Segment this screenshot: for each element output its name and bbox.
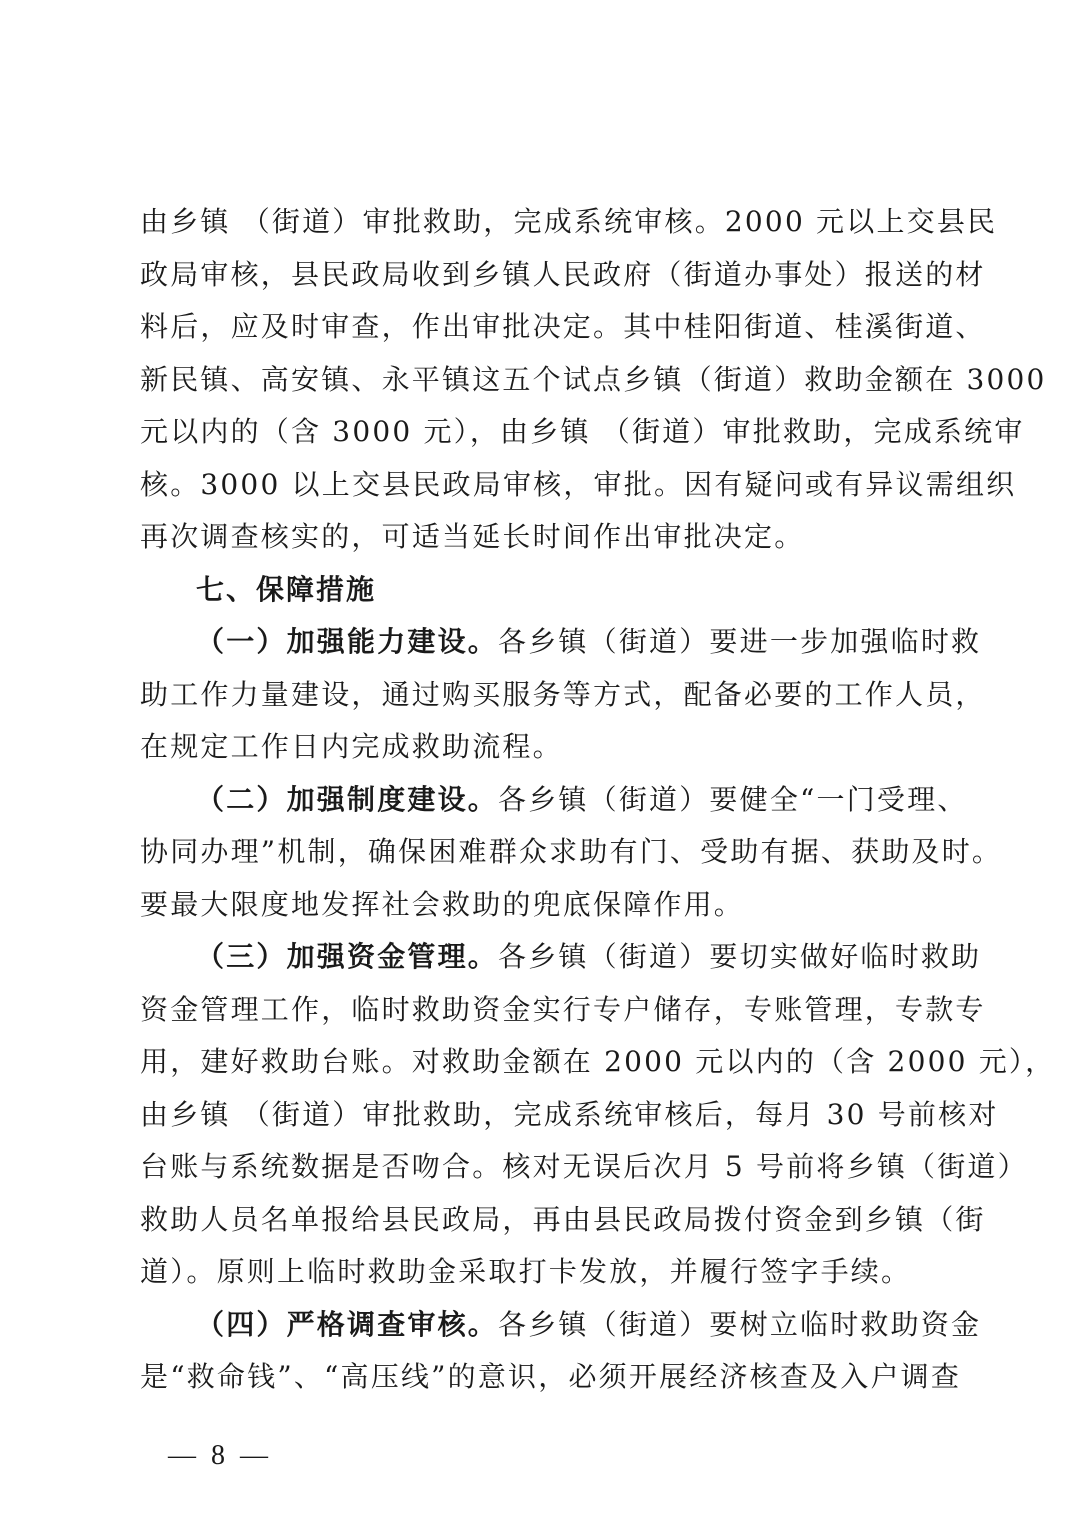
paragraph-line: 助工作力量建设，通过购买服务等方式，配备必要的工作人员，	[140, 677, 986, 711]
paragraph-line: 用，建好救助台账。对救助金额在 2000 元以内的（含 2000 元），	[140, 1045, 1056, 1078]
measure-title: （三）加强资金管理。	[196, 940, 499, 973]
paragraph-line: 核。3000 以上交县民政局审核，审批。因有疑问或有异议需组织	[140, 467, 1017, 501]
paragraph-line: 是“救命钱”、“高压线”的意识，必须开展经济核查及入户调查	[140, 1360, 962, 1393]
measure-title: （二）加强制度建设。	[196, 782, 499, 816]
measure-first-line	[140, 774, 968, 827]
measure-text: 各乡镇（街道）要切实做好临时救助	[498, 940, 982, 973]
paragraph-line: 由乡镇 （街道）审批救助，完成系统审核后，每月 30 号前核对	[140, 1097, 999, 1131]
measure-title: （四）严格调查审核。	[196, 1307, 499, 1341]
measure-text: 各乡镇（街道）要进一步加强临时救	[498, 625, 982, 658]
page-number: — 8 —	[168, 1440, 272, 1471]
paragraph-line: 元以内的（含 3000 元），由乡镇 （街道）审批救助，完成系统审	[140, 415, 1025, 448]
measure-first-line	[140, 931, 982, 984]
paragraph-line: 政局审核，县民政局收到乡镇人民政府（街道办事处）报送的材	[140, 257, 986, 291]
paragraph-line: 新民镇、高安镇、永平镇这五个试点乡镇（街道）救助金额在 3000	[140, 362, 1047, 396]
measure-first-line	[140, 616, 982, 669]
paragraph-line: 资金管理工作，临时救助资金实行专户储存，专账管理，专款专	[140, 992, 986, 1026]
paragraph-line: 在规定工作日内完成救助流程。	[140, 730, 563, 763]
paragraph-line: 再次调查核实的，可适当延长时间作出审批决定。	[140, 520, 805, 553]
paragraph-line: 要最大限度地发挥社会救助的兜底保障作用。	[140, 887, 745, 921]
paragraph-line: 由乡镇 （街道）审批救助，完成系统审核。2000 元以上交县民	[140, 205, 998, 238]
document-body	[140, 196, 1056, 1404]
paragraph-line: 台账与系统数据是否吻合。核对无误后次月 5 号前将乡镇（街道）	[140, 1150, 1028, 1183]
paragraph-line: 道）。原则上临时救助金采取打卡发放，并履行签字手续。	[140, 1255, 912, 1288]
paragraph-line: 救助人员名单报给县民政局，再由县民政局拨付资金到乡镇（街	[140, 1202, 986, 1236]
paragraph-line: 料后，应及时审查，作出审批决定。其中桂阳街道、桂溪街道、	[140, 310, 986, 343]
measure-text: 各乡镇（街道）要树立临时救助资金	[498, 1307, 982, 1341]
section-heading: 七、保障措施	[196, 572, 377, 606]
measure-text: 各乡镇（街道）要健全“一门受理、	[498, 782, 968, 816]
paragraph-line: 协同办理”机制，确保困难群众求助有门、受助有据、获助及时。	[140, 835, 1003, 868]
measure-title: （一）加强能力建设。	[196, 625, 499, 658]
measure-first-line	[140, 1299, 982, 1352]
